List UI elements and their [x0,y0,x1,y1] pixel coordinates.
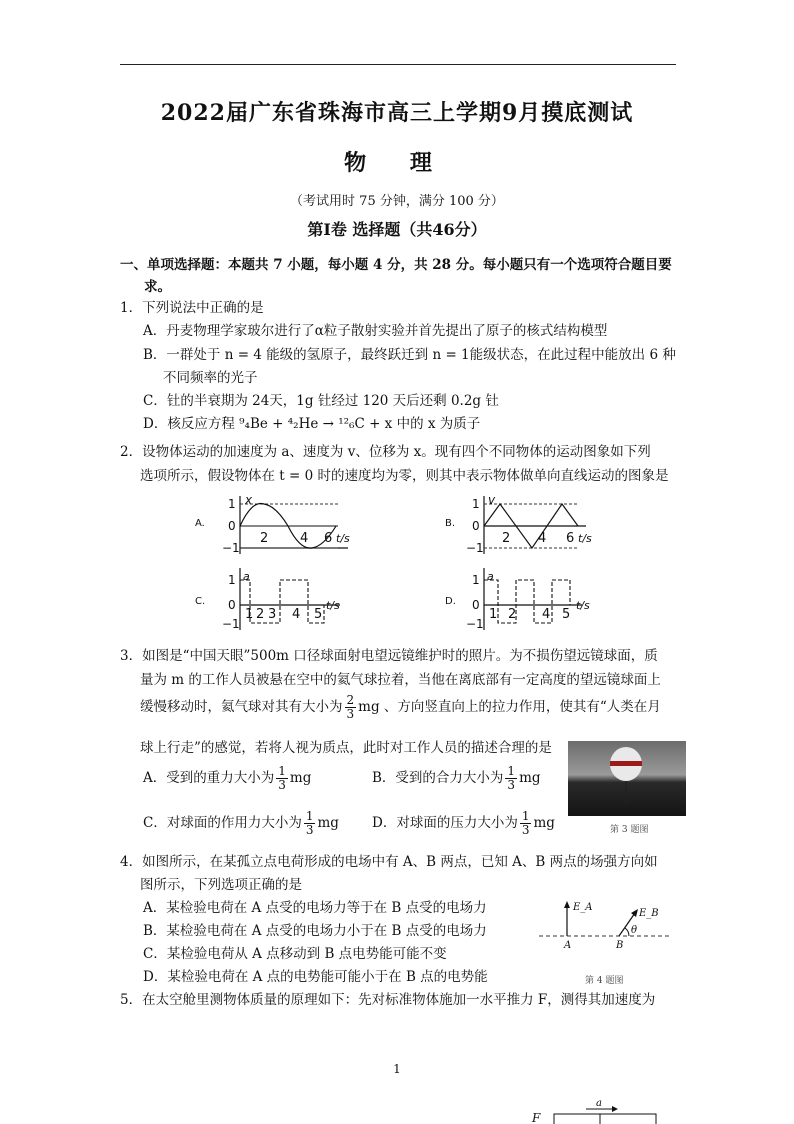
graph-a-zero: 0 [228,519,236,533]
graph-b-label: B. [445,518,456,529]
graph-d-tick-4: 4 [542,607,551,622]
graph-a-label: A. [195,518,205,529]
graph-c-tick-3: 3 [268,607,277,622]
q4-stem-line2: 图所示，下列选项正确的是 [140,877,302,893]
q3-option-c: C．对球面的作用力大小为 $\frac{1}{3}$ mg [143,809,339,837]
q1-option-c: C．钍的半衰期为 24天，1g 钍经过 120 天后还剩 0.2g 钍 [143,393,499,409]
graph-b-tlabel: t/s [578,532,592,545]
graph-c-tick-1: 1 [245,607,254,622]
q3-option-d: D．对球面的压力大小为 $\frac{1}{3}$ mg [372,809,555,837]
q4-option-a: A．某检验电荷在 A 点受的电场力等于在 B 点受的电场力 [143,900,487,916]
graph-b-yvar: v [488,493,496,507]
section-heading [120,254,680,298]
graph-d-one: 1 [472,573,480,587]
q4-label-ea: E_A [573,902,593,913]
q3-option-a: A．受到的重力大小为 $\frac{1}{3}$ mg [143,764,312,792]
graph-a-yvar: x [245,493,253,507]
graph-c-tlabel: t/s [326,599,340,612]
q4-label-b: B [616,940,624,951]
top-rule [120,64,676,65]
q4-stem-line1: 4．如图所示，在某孤立点电荷形成的电场中有 A、B 两点，已知 A、B 两点的场强方向如 [120,854,658,870]
graph-d-tick-1: 1 [489,607,498,622]
q4-label-eb: E_B [639,908,659,919]
graph-a-tick-6: 6 [324,531,333,546]
graph-d-tick-5: 5 [562,607,571,622]
q1-option-a: A．丹麦物理学家玻尔进行了α粒子散射实验并首先提出了原子的核式结构模型 [143,323,608,339]
graph-c-label: C. [195,596,206,607]
exam-note: （考试用时 75 分钟，满分 100 分） [290,194,504,209]
graph-d-minus-one: −1 [466,617,484,631]
q3-photo-caption: 第 3 题图 [610,825,649,835]
graph-c-tick-4: 4 [292,607,301,622]
graph-c-minus-one: −1 [222,617,240,631]
q4-label-a: A [564,940,572,951]
graph-a-tick-2: 2 [260,531,269,546]
q4-figure-caption: 第 4 题图 [585,976,624,986]
subject-title: 物 理 [344,150,450,176]
q3-photo [568,741,686,816]
q4-figure [535,892,675,960]
graph-d-tick-2: 2 [508,607,517,622]
graph-d-yvar: a [487,570,494,583]
q4-option-c: C．某检验电荷从 A 点移动到 B 点电势能可能不变 [143,946,447,962]
graph-c-tick-2: 2 [256,607,265,622]
q4-label-theta: θ [631,925,638,936]
q1-option-b: B．一群处于 n = 4 能级的氢原子，最终跃迁到 n = 1能级状态，在此过程中能放出 6 种 [143,347,676,363]
q2-stem-line2: 选项所示，假设物体在 t = 0 时的速度均为零，则其中表示物体做单向直线运动的图象是 [140,468,669,484]
q3-fraction-2-3: $\frac{2}{3}$ [346,693,355,721]
graph-a-minus-one: −1 [222,541,240,555]
q5-figure [530,1096,660,1124]
graph-a-one: 1 [228,497,236,511]
q1-option-d: D．核反应方程 ⁹₄Be + ⁴₂He → ¹²₆C + x 中的 x 为质子 [143,416,481,432]
section-heading-line1: 一、单项选择题：本题共 7 小题，每小题 4 分，共 28 分。每小题只有一个选项符合题目要 [120,257,672,273]
q3-line3 [140,694,661,721]
graph-a-tick-4: 4 [300,531,309,546]
q4-option-b: B．某检验电荷在 A 点受的电场力小于在 B 点受的电场力 [143,923,487,939]
q3-line3-post: mg 、方向竖直向上的拉力作用，使其有“人类在月 [358,699,661,715]
page-number: 1 [393,1062,401,1076]
q1-stem: 1．下列说法中正确的是 [120,300,264,316]
volume-title: 第Ⅰ卷 选择题（共46分） [307,220,487,239]
graph-b-tick-4: 4 [538,531,547,546]
graph-c-yvar: a [243,570,250,583]
section-heading-line2: 求。 [144,279,171,295]
graph-c-one: 1 [228,573,236,587]
graph-c-zero: 0 [228,598,236,612]
q3-option-b: B．受到的合力大小为 $\frac{1}{3}$ mg [372,764,541,792]
q3-line1: 3．如图是“中国天眼”500m 口径球面射电望远镜维护时的照片。为不损伤望远镜球面，质 [120,648,658,664]
q3-line3-pre: 缓慢移动时，氦气球对其有大小为 [140,699,343,715]
q4-option-d: D．某检验电荷在 A 点的电势能可能小于在 B 点的电势能 [143,969,488,985]
graph-b-tick-2: 2 [502,531,511,546]
graph-d-label: D. [445,596,456,607]
q5-label-f: F [532,1111,541,1124]
graph-d-tlabel: t/s [576,599,590,612]
graph-b-zero: 0 [472,519,480,533]
graph-a-tlabel: t/s [336,532,350,545]
graph-d-zero: 0 [472,598,480,612]
graph-b-tick-6: 6 [566,531,575,546]
q5-label-a: a [596,1098,602,1109]
graph-b-minus-one: −1 [466,541,484,555]
q5-stem: 5．在太空舱里测物体质量的原理如下：先对标准物体施加一水平推力 F，测得其加速度为 [120,992,656,1008]
q2-stem-line1: 2．设物体运动的加速度为 a、速度为 v、位移为 x。现有四个不同物体的运动图象如下列 [120,444,651,460]
exam-title: 2022届广东省珠海市高三上学期9月摸底测试 [160,100,634,126]
q3-line4: 球上行走”的感觉，若将人视为质点，此时对工作人员的描述合理的是 [140,740,552,756]
graph-b-one: 1 [472,497,480,511]
graph-c-tick-5: 5 [314,607,323,622]
q3-line2: 量为 m 的工作人员被悬在空中的氦气球拉着，当他在离底部有一定高度的望远镜球面上 [140,672,661,688]
q1-option-b-cont: 不同频率的光子 [163,370,258,386]
q2-graphs [190,492,690,637]
